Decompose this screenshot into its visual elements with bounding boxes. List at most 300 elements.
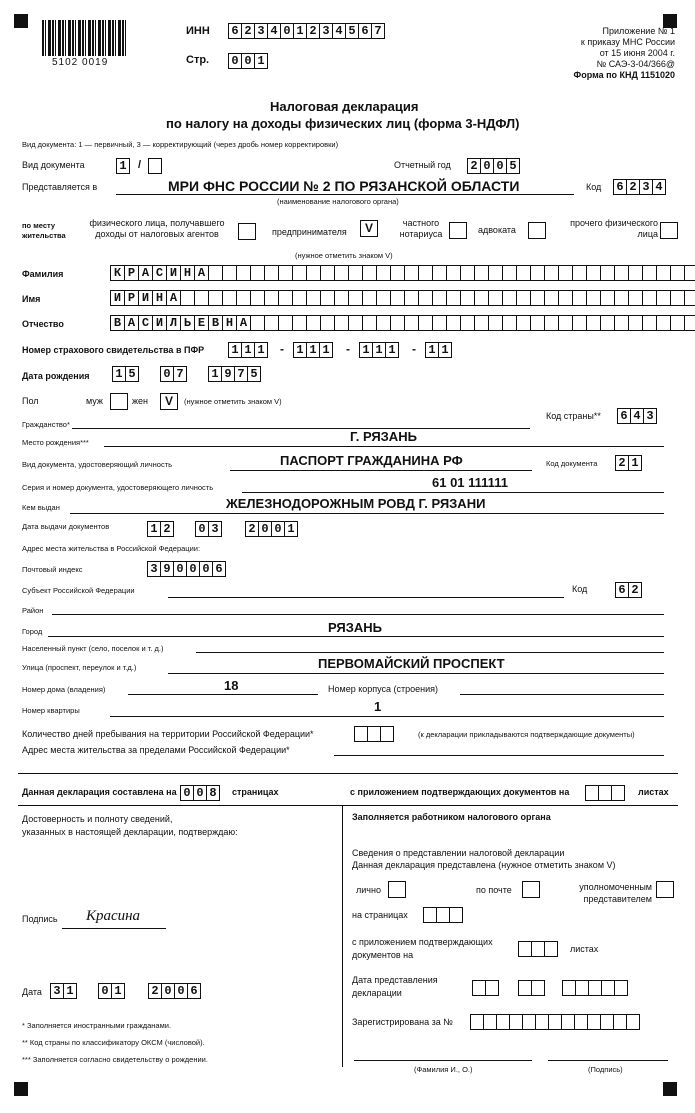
male-label: муж (86, 396, 103, 406)
category-opt3-box[interactable] (449, 222, 467, 239)
attach-suffix: листах (638, 787, 669, 797)
char-cell (362, 265, 377, 281)
char-cell (587, 1014, 601, 1030)
char-cell: 5 (506, 158, 520, 174)
char-cell (626, 1014, 640, 1030)
inn-value (228, 23, 384, 39)
citizenship-label: Гражданство* (22, 420, 70, 429)
char-cell (544, 315, 559, 331)
char-cell: 1 (293, 23, 307, 39)
char-cell: 1 (254, 53, 268, 69)
char-cell (470, 1014, 484, 1030)
issue-day[interactable] (147, 521, 173, 537)
char-cell: А (236, 315, 251, 331)
char-cell: 6 (617, 408, 631, 424)
pfr-part[interactable] (359, 342, 398, 358)
issued-by-value: ЖЕЛЕЗНОДОРОЖНЫМ РОВД Г. РЯЗАНИ (226, 496, 486, 511)
submit-date-1: Дата представления (352, 975, 438, 985)
char-cell: 1 (319, 342, 333, 358)
year-label: Отчетный год (394, 160, 451, 170)
birth-day[interactable] (112, 366, 138, 382)
corner-mark (663, 1082, 677, 1096)
char-cell (390, 315, 405, 331)
locality-label: Населенный пункт (село, поселок и т. д.) (22, 644, 164, 653)
char-cell (446, 265, 461, 281)
char-cell: 2 (628, 582, 642, 598)
char-cell (222, 290, 237, 306)
submit-year[interactable] (562, 980, 627, 996)
char-cell (544, 265, 559, 281)
stay-days-field[interactable] (354, 726, 393, 742)
year-value (467, 158, 519, 174)
official-attach-2: документов на (352, 950, 414, 960)
fio-caption: (Фамилия И., О.) (414, 1065, 473, 1074)
char-cell: 0 (493, 158, 507, 174)
char-cell (278, 265, 293, 281)
char-cell: 0 (174, 983, 188, 999)
district-label: Район (22, 606, 44, 615)
char-cell (530, 265, 545, 281)
char-cell: 5 (345, 23, 359, 39)
char-cell (404, 290, 419, 306)
char-cell (483, 1014, 497, 1030)
char-cell (535, 1014, 549, 1030)
submit-date-2: декларации (352, 988, 402, 998)
id-doc-value: ПАСПОРТ ГРАЖДАНИНА РФ (280, 453, 463, 468)
char-cell (250, 315, 265, 331)
char-cell (488, 265, 503, 281)
char-cell: 0 (241, 53, 255, 69)
birthplace-label: Место рождения*** (22, 438, 89, 447)
char-cell: 9 (160, 561, 174, 577)
char-cell (502, 290, 517, 306)
char-cell (278, 290, 293, 306)
pfr-part[interactable] (228, 342, 267, 358)
char-cell (488, 315, 503, 331)
char-cell: 1 (385, 342, 399, 358)
birthplace-value: Г. РЯЗАНЬ (350, 429, 417, 444)
region-label: Субъект Российской Федерации (22, 586, 135, 595)
official-info2: Данная декларация представлена (нужное отметить знаком V) (352, 860, 616, 870)
char-cell (390, 290, 405, 306)
char-cell (418, 290, 433, 306)
char-cell: 1 (359, 342, 373, 358)
char-cell (642, 265, 657, 281)
street-value: ПЕРВОМАЙСКИЙ ПРОСПЕКТ (318, 656, 505, 671)
id-doc-label: Вид документа, удостоверяющий личность (22, 460, 173, 469)
char-cell: 0 (280, 23, 294, 39)
city-value: РЯЗАНЬ (328, 620, 382, 635)
pages-label: Данная декларация составлена на (22, 787, 177, 797)
on-pages-label: на страницах (352, 910, 408, 920)
zip-value[interactable] (147, 561, 225, 577)
char-cell (656, 315, 671, 331)
char-cell: 4 (332, 23, 346, 39)
char-cell: 1 (284, 521, 298, 537)
char-cell (684, 290, 695, 306)
char-cell (614, 265, 629, 281)
char-cell (320, 265, 335, 281)
char-cell (516, 265, 531, 281)
inn-label: ИНН (186, 25, 210, 37)
char-cell (376, 290, 391, 306)
char-cell (614, 315, 629, 331)
title-line2: по налогу на доходы физических лиц (форма 3-НДФЛ) (166, 116, 520, 131)
char-cell: Р (124, 265, 139, 281)
patronymic-field[interactable] (110, 315, 695, 331)
char-cell: 7 (371, 23, 385, 39)
char-cell: И (166, 265, 181, 281)
char-cell: 2 (615, 455, 629, 471)
char-cell: 8 (206, 785, 220, 801)
personally-label: лично (356, 885, 381, 895)
char-cell (194, 290, 209, 306)
char-cell (572, 290, 587, 306)
char-cell: 7 (173, 366, 187, 382)
country-code (617, 408, 656, 424)
char-cell (348, 315, 363, 331)
category-opt4: адвоката (478, 225, 516, 235)
char-cell (292, 265, 307, 281)
char-cell: 3 (319, 23, 333, 39)
official-heading: Заполняется работником налогового органа (352, 812, 551, 822)
char-cell: В (110, 315, 125, 331)
char-cell (390, 265, 405, 281)
stay-caption: (к декларации прикладываются подтверждающие документы) (418, 730, 635, 739)
official-info1: Сведения о представлении налоговой декларации (352, 848, 565, 858)
flat-label: Номер квартиры (22, 706, 80, 715)
street-label: Улица (проспект, переулок и т.д.) (22, 663, 137, 672)
barcode-number: 5102 0019 (52, 57, 109, 68)
char-cell: 1 (293, 342, 307, 358)
patronymic-label: Отчество (22, 319, 64, 329)
char-cell (278, 315, 293, 331)
surname-label: Фамилия (22, 269, 64, 279)
issue-month[interactable] (195, 521, 221, 537)
char-cell: 3 (50, 983, 64, 999)
char-cell: 7 (234, 366, 248, 382)
registered-field[interactable] (470, 1014, 639, 1030)
attach-label: с приложением подтверждающих документов на (350, 787, 570, 797)
char-cell (236, 290, 251, 306)
char-cell: 0 (193, 785, 207, 801)
region-code-label: Код (572, 584, 588, 594)
category-opt5-box[interactable] (660, 222, 678, 239)
char-cell: Е (194, 315, 209, 331)
sign-day[interactable] (50, 983, 76, 999)
authority-caption: (наименование налогового органа) (277, 197, 399, 206)
char-cell (516, 290, 531, 306)
char-cell: 1 (628, 455, 642, 471)
char-cell: 2 (160, 521, 174, 537)
char-cell: 1 (228, 342, 242, 358)
char-cell (502, 315, 517, 331)
appendix: Приложение № 1 к приказу МНС России от 15 июня 2004 г. № САЭ-3-04/366@ Форма по КНД 1151020 (573, 26, 675, 80)
id-code-label: Код документа (546, 459, 598, 468)
char-cell (362, 290, 377, 306)
footnote-2: ** Код страны по классификатору ОКСМ (числовой). (22, 1038, 205, 1047)
char-cell (558, 290, 573, 306)
char-cell: 1 (208, 366, 222, 382)
char-cell: 0 (186, 561, 200, 577)
id-code (615, 455, 641, 471)
char-cell (558, 315, 573, 331)
registered-label: Зарегистрирована за № (352, 1017, 453, 1027)
char-cell (488, 290, 503, 306)
char-cell (460, 315, 475, 331)
char-cell: 6 (358, 23, 372, 39)
char-cell: И (110, 290, 125, 306)
char-cell: 6 (613, 179, 627, 195)
char-cell: 0 (271, 521, 285, 537)
char-cell: 0 (480, 158, 494, 174)
by-mail-box[interactable] (522, 881, 540, 898)
char-cell (544, 290, 559, 306)
char-cell (656, 265, 671, 281)
location-label: по месту жительства (22, 221, 66, 240)
house-value: 18 (224, 678, 239, 693)
barcode (42, 20, 128, 56)
category-opt2-box[interactable]: V (360, 220, 378, 237)
official-attach-suffix: листах (570, 944, 599, 954)
char-cell (600, 290, 615, 306)
char-cell (502, 265, 517, 281)
foreign-address-label: Адрес места жительства за пределами Российской Федерации* (22, 745, 290, 755)
category-opt4-box[interactable] (528, 222, 546, 239)
char-cell: 0 (180, 785, 194, 801)
category-opt5: прочего физического лица (570, 218, 658, 239)
authority-value: МРИ ФНС РОССИИ № 2 ПО РЯЗАНСКОЙ ОБЛАСТИ (168, 178, 520, 194)
pfr-label: Номер страхового свидетельства в ПФР (22, 345, 205, 355)
char-cell (404, 265, 419, 281)
char-cell (418, 265, 433, 281)
sign-caption: (Подпись) (588, 1065, 623, 1074)
char-cell (600, 315, 615, 331)
char-cell: 2 (626, 179, 640, 195)
char-cell: 0 (199, 561, 213, 577)
doc-type-value: 1 (116, 158, 129, 174)
char-cell: 3 (254, 23, 268, 39)
official-pages-field[interactable] (423, 907, 462, 923)
char-cell: С (138, 315, 153, 331)
issue-year[interactable] (245, 521, 297, 537)
char-cell (460, 265, 475, 281)
char-cell (306, 290, 321, 306)
sign-year[interactable] (148, 983, 200, 999)
pfr-part[interactable] (293, 342, 332, 358)
char-cell: 5 (125, 366, 139, 382)
sign-month[interactable] (98, 983, 124, 999)
char-cell: 9 (221, 366, 235, 382)
char-cell: 1 (425, 342, 439, 358)
char-cell: И (152, 315, 167, 331)
char-cell (376, 315, 391, 331)
char-cell (222, 265, 237, 281)
char-cell: 0 (161, 983, 175, 999)
male-checkbox[interactable] (110, 393, 128, 410)
char-cell: С (152, 265, 167, 281)
char-cell: Ь (180, 315, 195, 331)
char-cell: 0 (258, 521, 272, 537)
char-cell (642, 315, 657, 331)
char-cell: 4 (267, 23, 281, 39)
char-cell: 0 (228, 53, 242, 69)
sex-caption: (нужное отметить знаком V) (184, 397, 282, 406)
char-cell (292, 315, 307, 331)
char-cell (446, 315, 461, 331)
char-cell (670, 265, 685, 281)
submit-month[interactable] (518, 980, 544, 996)
char-cell (432, 290, 447, 306)
representative-box[interactable] (656, 881, 674, 898)
char-cell (613, 1014, 627, 1030)
char-cell: 4 (652, 179, 666, 195)
char-cell (516, 315, 531, 331)
name-label: Имя (22, 294, 41, 304)
footnote-1: * Заполняется иностранными гражданами. (22, 1021, 172, 1030)
personally-box[interactable] (388, 881, 406, 898)
name-field[interactable] (110, 290, 695, 306)
char-cell (600, 1014, 614, 1030)
char-cell (586, 265, 601, 281)
pfr-part[interactable] (425, 342, 451, 358)
char-cell: 3 (643, 408, 657, 424)
char-cell (334, 315, 349, 331)
stay-days-label: Количество дней пребывания на территории Российской Федерации* (22, 729, 314, 739)
char-cell (586, 290, 601, 306)
char-cell: 1 (254, 342, 268, 358)
char-cell: 0 (173, 561, 187, 577)
category-opt1-box[interactable] (238, 223, 256, 240)
char-cell (292, 290, 307, 306)
char-cell: 2 (467, 158, 481, 174)
representative-label: уполномоченным представителем (579, 882, 652, 904)
country-code-label: Код страны** (546, 411, 601, 421)
char-cell (320, 315, 335, 331)
char-cell (460, 290, 475, 306)
char-cell (334, 290, 349, 306)
char-cell (348, 265, 363, 281)
female-checkbox[interactable]: V (160, 393, 178, 410)
char-cell: 6 (228, 23, 242, 39)
char-cell: 5 (247, 366, 261, 382)
char-cell: А (138, 265, 153, 281)
series-label: Серия и номер документа, удостоверяющего личность (22, 483, 214, 492)
house-label: Номер дома (владения) (22, 685, 106, 694)
char-cell (264, 265, 279, 281)
char-cell: 0 (160, 366, 174, 382)
char-cell: А (124, 315, 139, 331)
official-attach-field[interactable] (518, 941, 557, 957)
char-cell (670, 290, 685, 306)
doc-type-label: Вид документа (22, 160, 85, 170)
corner-mark (14, 1082, 28, 1096)
char-cell (474, 290, 489, 306)
birth-label: Дата рождения (22, 371, 90, 381)
char-cell: Л (166, 315, 181, 331)
authority-code-label: Код (586, 182, 602, 192)
char-cell: 1 (241, 342, 255, 358)
char-cell (376, 265, 391, 281)
char-cell (474, 265, 489, 281)
char-cell (656, 290, 671, 306)
char-cell (684, 315, 695, 331)
char-cell (670, 315, 685, 331)
doc-type-hint: Вид документа: 1 — первичный, 3 — корректирующий (через дробь номер корректировки) (22, 140, 339, 149)
char-cell: 3 (639, 179, 653, 195)
category-opt2: предпринимателя (272, 227, 347, 237)
birth-month[interactable] (160, 366, 186, 382)
char-cell (530, 315, 545, 331)
female-label: жен (132, 396, 148, 406)
char-cell: 2 (148, 983, 162, 999)
char-cell: 0 (195, 521, 209, 537)
authority-underline (116, 194, 574, 195)
char-cell (548, 1014, 562, 1030)
char-cell: 6 (212, 561, 226, 577)
char-cell: 3 (208, 521, 222, 537)
attach-pages-field[interactable] (585, 785, 624, 801)
authority-code (613, 179, 665, 195)
char-cell (432, 315, 447, 331)
doc-type-slash: / (138, 159, 142, 171)
category-opt1: физического лица, получавшего доходы от налоговых агентов (89, 218, 225, 239)
char-cell: А (194, 265, 209, 281)
char-cell: 2 (306, 23, 320, 39)
char-cell: 4 (630, 408, 644, 424)
char-cell (474, 315, 489, 331)
char-cell: 6 (615, 582, 629, 598)
char-cell (320, 290, 335, 306)
page-label: Стр. (186, 54, 210, 66)
sex-label: Пол (22, 396, 39, 406)
char-cell (684, 265, 695, 281)
char-cell (628, 265, 643, 281)
char-cell (306, 315, 321, 331)
char-cell: В (208, 315, 223, 331)
surname-field[interactable] (110, 265, 695, 281)
char-cell (264, 315, 279, 331)
char-cell (208, 290, 223, 306)
date-label: Дата (22, 987, 42, 997)
char-cell (362, 315, 377, 331)
char-cell: Н (180, 265, 195, 281)
submit-day[interactable] (472, 980, 498, 996)
flat-value: 1 (374, 699, 382, 714)
category-opt3: частного нотариуса (399, 218, 443, 239)
char-cell: 1 (63, 983, 77, 999)
char-cell (348, 290, 363, 306)
category-caption: (нужное отметить знаком V) (295, 251, 393, 260)
char-cell (418, 315, 433, 331)
char-cell (250, 265, 265, 281)
birth-year[interactable] (208, 366, 260, 382)
signature: Красина (86, 908, 141, 924)
char-cell: 2 (241, 23, 255, 39)
issue-date-label: Дата выдачи документов (22, 522, 110, 531)
char-cell (236, 265, 251, 281)
page-value (228, 53, 267, 69)
city-label: Город (22, 627, 43, 636)
char-cell (180, 290, 195, 306)
correction-number[interactable] (148, 158, 161, 174)
char-cell: 1 (372, 342, 386, 358)
char-cell (574, 1014, 588, 1030)
char-cell (614, 290, 629, 306)
char-cell: 3 (147, 561, 161, 577)
confirm-line2: указанных в настоящей декларации, подтверждаю: (22, 827, 238, 837)
zip-label: Почтовый индекс (22, 565, 83, 574)
